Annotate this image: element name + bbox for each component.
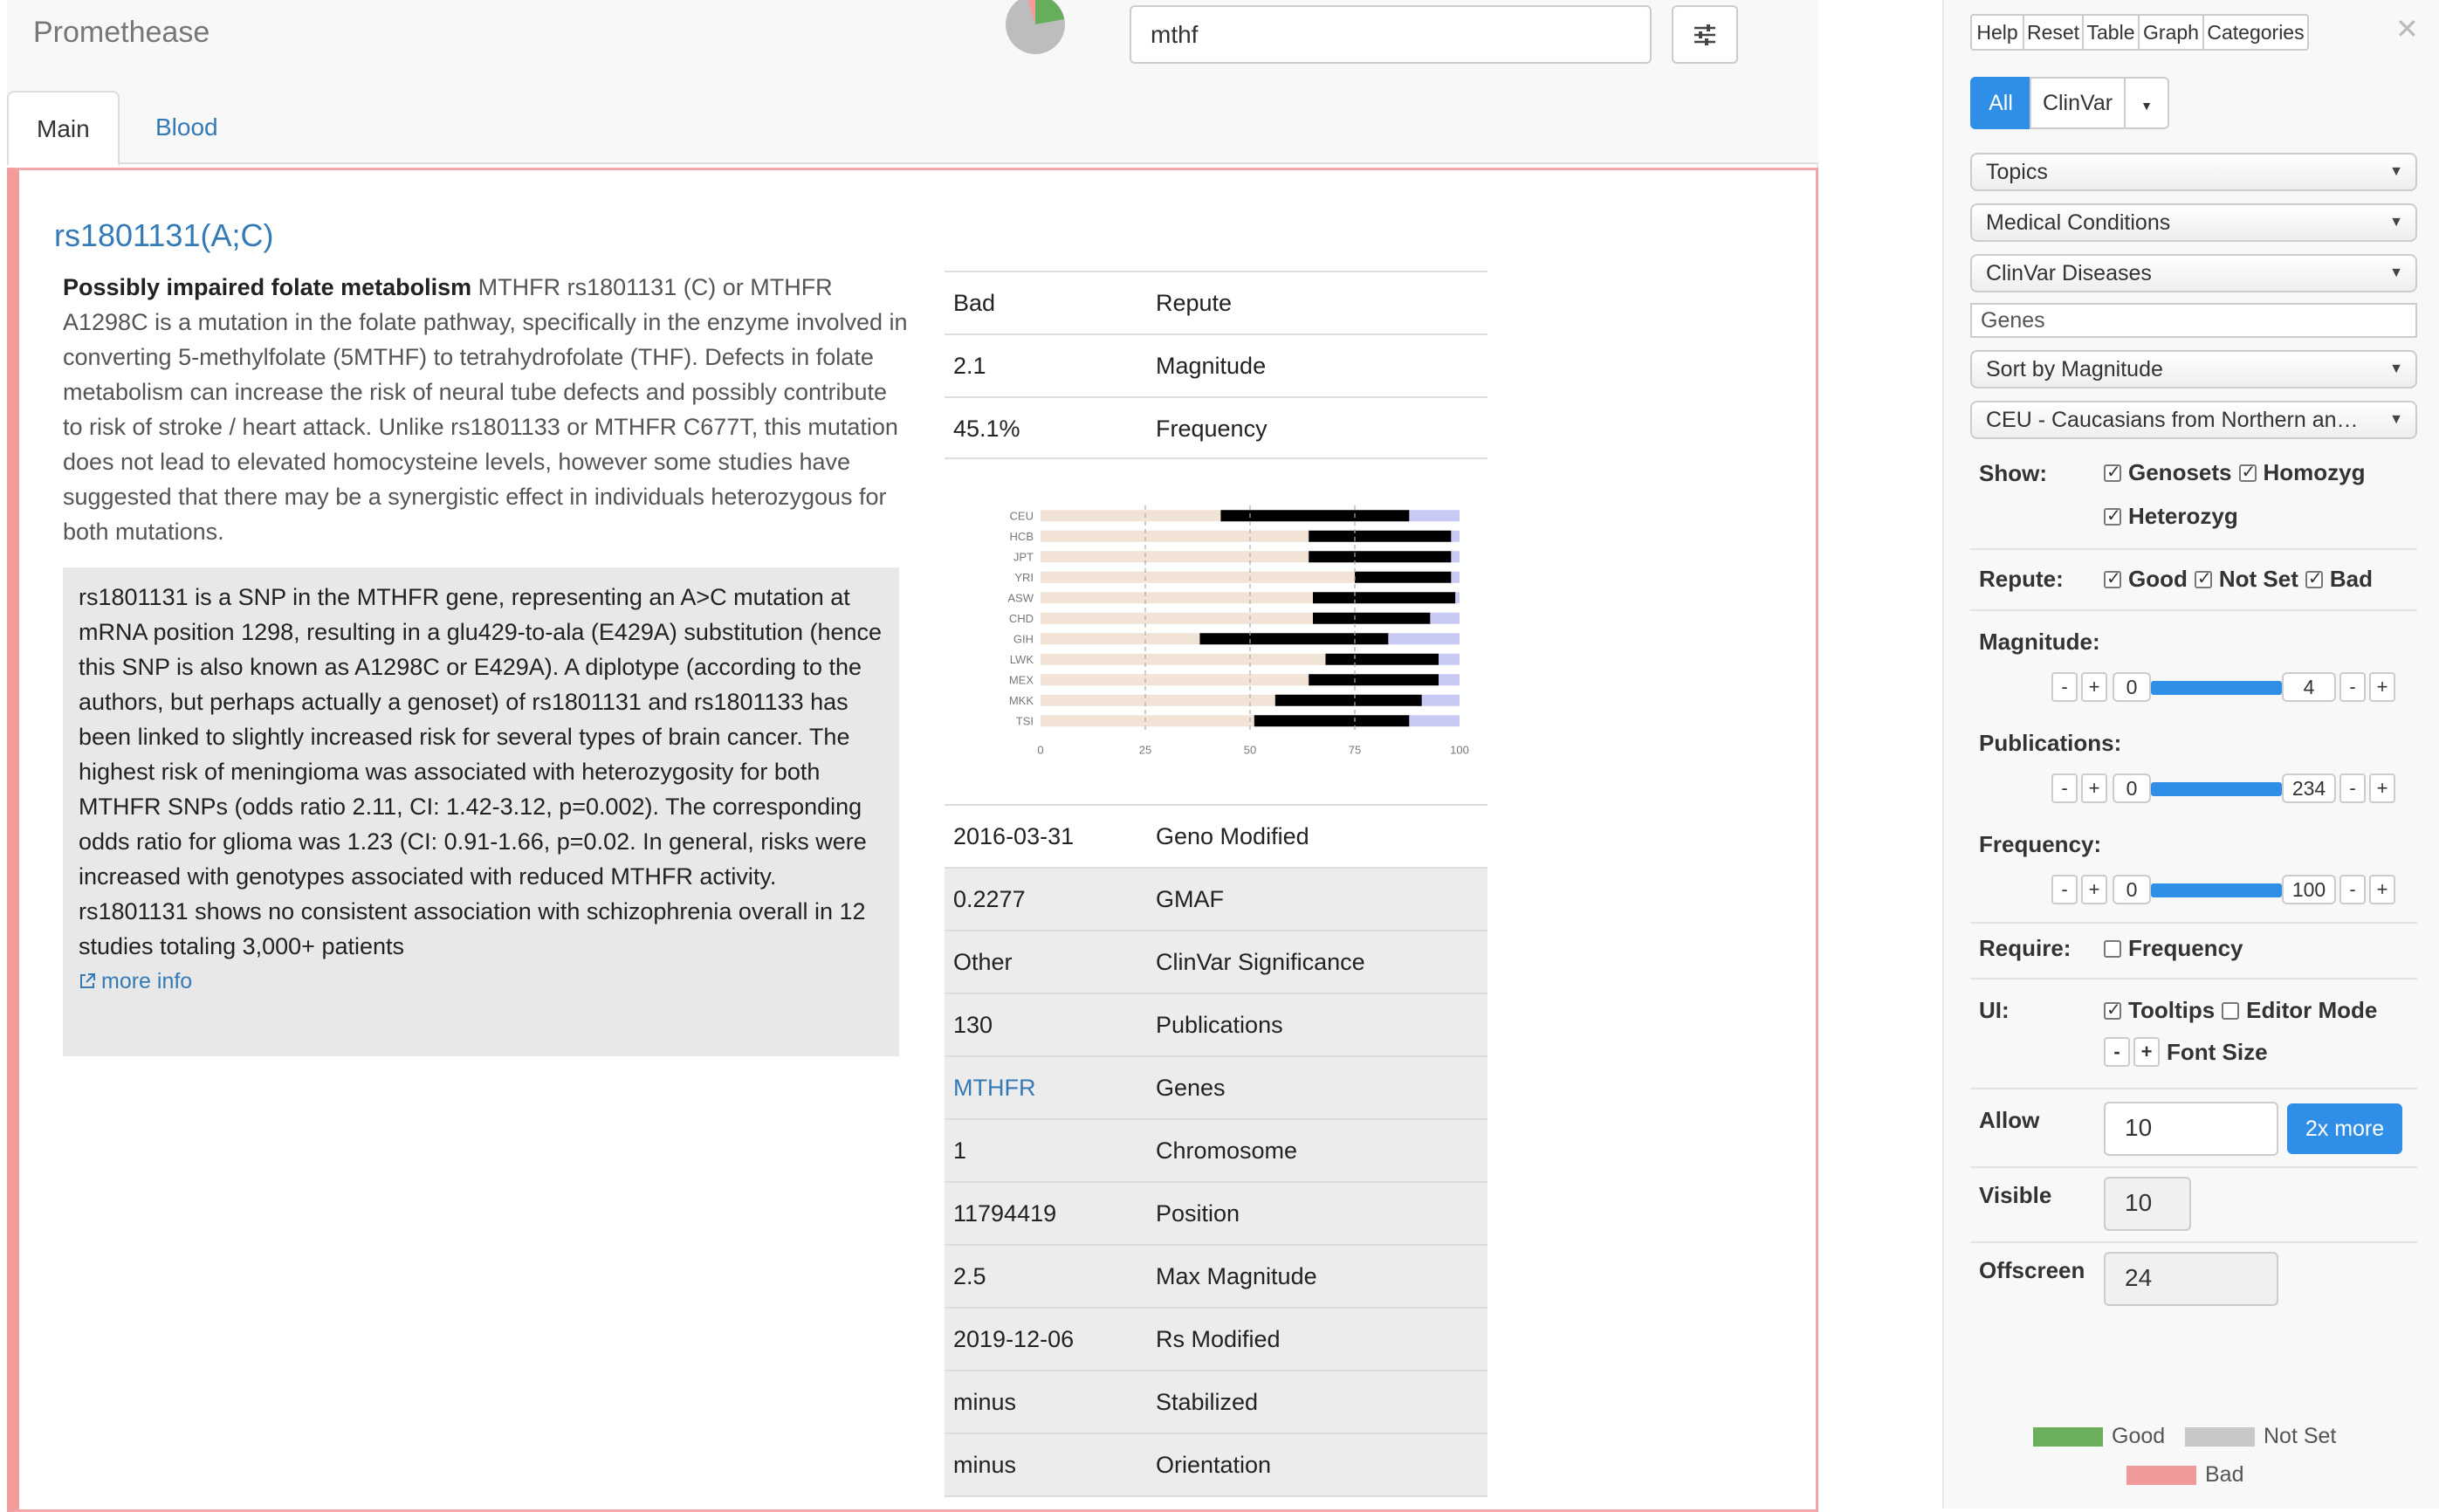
select-label: Medical Conditions <box>1986 210 2171 235</box>
frequency-range <box>2051 871 2418 908</box>
show-options-row1 <box>2104 459 2366 486</box>
property-value: 0.2277 <box>953 886 1026 912</box>
tooltips-checkbox[interactable] <box>2104 1002 2121 1020</box>
repute-bad-checkbox[interactable] <box>2305 571 2323 588</box>
property-key: Frequency <box>1156 416 1268 442</box>
publications-slider[interactable] <box>2151 782 2282 796</box>
allow-input[interactable]: 10 <box>2104 1102 2278 1156</box>
frequency-min-value[interactable]: 0 <box>2113 875 2151 904</box>
magnitude-range <box>2051 669 2418 705</box>
caret-down-icon: ▼ <box>2389 164 2403 179</box>
close-icon[interactable]: ✕ <box>2395 13 2419 45</box>
frequency-max-increment[interactable]: + <box>2369 875 2395 904</box>
chart-bar-segment <box>1422 695 1460 706</box>
repute-label: Repute: <box>1979 566 2064 592</box>
repute-good-label: Good <box>2128 566 2188 592</box>
chart-bar-segment <box>1409 715 1460 726</box>
divider <box>1970 548 2417 550</box>
snp-card <box>7 168 1818 1512</box>
frequency-max-value[interactable]: 100 <box>2282 875 2336 904</box>
topics-select[interactable] <box>1970 153 2417 191</box>
divider <box>1970 1088 2417 1089</box>
chart-category-label: HCB <box>1009 529 1034 543</box>
homozyg-checkbox[interactable] <box>2239 464 2257 482</box>
repute-notset-label: Not Set <box>2218 566 2298 592</box>
select-label: Topics <box>1986 160 2048 184</box>
property-key: Stabilized <box>1156 1389 1259 1415</box>
chart-bar-segment <box>1041 654 1325 665</box>
divider <box>1970 922 2417 924</box>
allow-label: Allow <box>1979 1107 2040 1133</box>
chart-bar-segment <box>1254 715 1410 726</box>
property-value: Bad <box>953 290 996 316</box>
frequency-label: Frequency: <box>1979 831 2102 857</box>
select-label: CEU - Caucasians from Northern an… <box>1986 408 2359 432</box>
property-key: Rs Modified <box>1156 1326 1281 1352</box>
font-size-label: Font Size <box>2167 1038 2268 1065</box>
allow-more-button[interactable]: 2x more <box>2287 1103 2402 1154</box>
chart-bar-segment <box>1041 633 1199 644</box>
chart-bar-segment <box>1041 674 1309 685</box>
ui-label: UI: <box>1979 997 2010 1023</box>
tab-main[interactable]: Main <box>7 91 120 166</box>
chart-bar-segment <box>1041 531 1309 542</box>
chart-tick-label: 75 <box>1348 743 1362 757</box>
chart-tick-label: 0 <box>1037 743 1044 757</box>
ui-options-row2 <box>2104 1037 2268 1067</box>
caret-down-icon: ▼ <box>2389 265 2403 280</box>
editor-mode-label: Editor Mode <box>2246 997 2378 1023</box>
property-row <box>945 867 1487 930</box>
show-options-row2 <box>2104 503 2238 530</box>
chart-bar-segment <box>1041 551 1309 562</box>
property-key: ClinVar Significance <box>1156 949 1365 975</box>
caret-down-icon: ▼ <box>2389 215 2403 230</box>
detail-text: rs1801131 is a SNP in the MTHFR gene, representing an A>C mutation at mRNA position 1298, resulting in a glu429-to-ala (E429A) substitution (hence this SNP is also known as A1298C or E429A). A diplotype (according to the authors, but perhaps actually a genoset) of rs1801131 and rs1801133 has been linked to slightly increased risk for several types of brain cancer. The highest risk of meningioma was associated with heterozygosity for both MTHFR SNPs (odds ratio 2.11, CI: 1.42-3.12, p=0.002). The corresponding odds ratio for glioma was 1.23 (CI: 0.91-1.66, p=0.02. In general, risks were increased with genotypes associated with reduced MTHFR activity. rs1801131 shows no consistent association with schizophrenia overall in 12 studies totaling 3,000+ patients <box>79 584 883 959</box>
tooltips-label: Tooltips <box>2128 997 2216 1023</box>
property-key: Chromosome <box>1156 1137 1298 1164</box>
chart-category-label: MKK <box>1008 693 1034 707</box>
sliders-icon <box>1694 24 1716 45</box>
publications-min-value[interactable]: 0 <box>2113 773 2151 803</box>
property-key: Position <box>1156 1200 1240 1227</box>
frequency-max-decrement[interactable]: - <box>2339 875 2366 904</box>
chart-bar-segment <box>1439 654 1460 665</box>
legend-good-label: Good <box>2112 1424 2166 1448</box>
graph-button[interactable]: Graph <box>2138 14 2204 51</box>
property-key: Orientation <box>1156 1452 1272 1478</box>
chart-category-label: JPT <box>1013 550 1034 564</box>
chart-bar-segment <box>1309 531 1451 542</box>
publications-min-increment[interactable]: + <box>2081 773 2107 803</box>
divider <box>1970 978 2417 979</box>
chart-bar-segment <box>1430 613 1460 624</box>
chart-bar-segment <box>1451 551 1460 562</box>
property-row <box>945 993 1487 1055</box>
chart-bar-segment <box>1275 695 1422 706</box>
chart-bar-segment <box>1439 674 1460 685</box>
property-row <box>945 804 1487 867</box>
publications-range <box>2051 770 2418 807</box>
chart-bar-segment <box>1041 592 1313 603</box>
chart-category-label: GIH <box>1013 632 1034 646</box>
tab-blood[interactable]: Blood <box>155 113 218 141</box>
repute-notset-checkbox[interactable] <box>2195 571 2212 588</box>
magnitude-max-increment[interactable]: + <box>2369 672 2395 702</box>
divider <box>1970 1166 2417 1168</box>
property-value: 2.1 <box>953 353 986 379</box>
more-info-link[interactable] <box>79 964 192 999</box>
categories-button[interactable]: Categories <box>2202 14 2309 51</box>
sort-select[interactable] <box>1970 350 2417 388</box>
select-label: ClinVar Diseases <box>1986 261 2152 285</box>
magnitude-label: Magnitude: <box>1979 629 2100 655</box>
chart-category-label: MEX <box>1008 673 1034 687</box>
population-select[interactable] <box>1970 401 2417 439</box>
property-value: minus <box>953 1389 1017 1415</box>
source-dropdown-button[interactable] <box>2124 77 2169 129</box>
property-row <box>945 1433 1487 1495</box>
frequency-min-increment[interactable]: + <box>2081 875 2107 904</box>
property-row <box>945 1244 1487 1307</box>
property-row <box>945 1181 1487 1244</box>
chart-bar-segment <box>1041 715 1254 726</box>
heterozyg-checkbox[interactable] <box>2104 508 2121 526</box>
magnitude-max-value[interactable]: 4 <box>2282 672 2336 702</box>
chart-tick-label: 25 <box>1138 743 1152 757</box>
property-row <box>945 1370 1487 1433</box>
source-clinvar-button[interactable]: ClinVar <box>2030 77 2126 129</box>
table-button[interactable]: Table <box>2082 14 2140 51</box>
property-value: 45.1% <box>953 416 1020 442</box>
property-row <box>945 271 1487 333</box>
chart-bar-segment <box>1451 572 1460 583</box>
caret-down-icon: ▼ <box>2389 412 2403 427</box>
caret-down-icon: ▼ <box>2389 361 2403 376</box>
font-size-decrement[interactable]: - <box>2104 1037 2130 1067</box>
genes-input[interactable]: Genes <box>1970 303 2417 338</box>
brand-title[interactable]: Promethease <box>33 16 210 49</box>
property-value: 2016-03-31 <box>953 823 1075 849</box>
divider <box>1970 1241 2417 1243</box>
genosets-label: Genosets <box>2128 459 2232 485</box>
magnitude-slider[interactable] <box>2151 681 2282 695</box>
chart-category-label: CEU <box>1009 509 1034 523</box>
require-options <box>2104 935 2243 962</box>
publications-label: Publications: <box>1979 730 2122 756</box>
property-key: GMAF <box>1156 886 1224 912</box>
legend-notset <box>2185 1424 2336 1449</box>
chart-tick-label: 100 <box>1450 743 1469 757</box>
chart-bar-segment <box>1325 654 1439 665</box>
property-value: 2019-12-06 <box>953 1326 1075 1352</box>
chart-bar-segment <box>1041 572 1355 583</box>
visible-label: Visible <box>1979 1182 2052 1208</box>
chart-bar-segment <box>1313 592 1455 603</box>
property-key: Max Magnitude <box>1156 1263 1317 1289</box>
property-key: Genes <box>1156 1075 1226 1101</box>
legend-bad-label: Bad <box>2205 1462 2244 1487</box>
repute-bad-label: Bad <box>2329 566 2373 592</box>
clinvar-diseases-select[interactable] <box>1970 254 2417 292</box>
offscreen-label: Offscreen <box>1979 1257 2085 1283</box>
chart-bar-segment <box>1455 592 1460 603</box>
pie-chart-icon[interactable] <box>1004 0 1067 56</box>
frequency-chart-svg <box>945 488 1487 794</box>
chart-bar-segment <box>1041 695 1275 706</box>
chart-category-label: YRI <box>1014 570 1034 584</box>
property-key: Geno Modified <box>1156 823 1309 849</box>
chart-category-label: CHD <box>1008 611 1034 625</box>
property-row <box>945 1055 1487 1118</box>
properties-top <box>945 271 1487 459</box>
property-value: 2.5 <box>953 1263 986 1289</box>
chart-category-label: ASW <box>1007 591 1034 605</box>
source-all-button[interactable]: All <box>1970 77 2031 129</box>
chart-bar-segment <box>1220 510 1409 521</box>
require-frequency-label: Frequency <box>2128 935 2243 961</box>
require-frequency-checkbox[interactable] <box>2104 940 2121 958</box>
property-row <box>945 930 1487 993</box>
tab-bar <box>7 91 1818 164</box>
genosets-checkbox[interactable] <box>2104 464 2121 482</box>
reset-button[interactable]: Reset <box>2023 14 2084 51</box>
chart-tick-label: 50 <box>1243 743 1257 757</box>
property-value: 130 <box>953 1012 993 1038</box>
chart-bar-segment <box>1313 613 1430 624</box>
magnitude-min-decrement[interactable]: - <box>2051 672 2078 702</box>
magnitude-min-increment[interactable]: + <box>2081 672 2107 702</box>
chart-bar-segment <box>1041 510 1220 521</box>
property-row <box>945 333 1487 396</box>
population-frequency-chart <box>945 488 1487 794</box>
more-info-label: more info <box>101 969 193 993</box>
help-button[interactable]: Help <box>1970 14 2024 51</box>
top-bar <box>7 0 1818 164</box>
bad-swatch <box>2126 1466 2196 1485</box>
filter-settings-button[interactable] <box>1672 5 1738 64</box>
legend-good <box>2033 1424 2165 1449</box>
legend-notset-label: Not Set <box>2264 1424 2337 1448</box>
caret-down-icon: ▼ <box>2140 99 2153 113</box>
publications-max-value[interactable]: 234 <box>2282 773 2336 803</box>
chart-bar-segment <box>1409 510 1460 521</box>
magnitude-min-value[interactable]: 0 <box>2113 672 2151 702</box>
show-label: Show: <box>1979 460 2047 486</box>
chart-bar-segment <box>1388 633 1460 644</box>
property-key: Repute <box>1156 290 1233 316</box>
select-label: Sort by Magnitude <box>1986 357 2163 381</box>
offscreen-value: 24 <box>2104 1252 2278 1306</box>
frequency-slider[interactable] <box>2151 883 2282 897</box>
repute-options <box>2104 566 2373 593</box>
magnitude-max-decrement[interactable]: - <box>2339 672 2366 702</box>
legend-bad <box>2126 1462 2243 1488</box>
chart-category-label: TSI <box>1015 714 1034 728</box>
property-key: Publications <box>1156 1012 1283 1038</box>
filter-panel <box>1942 0 2439 1509</box>
medical-conditions-select[interactable] <box>1970 203 2417 242</box>
property-value: 11794419 <box>953 1200 1057 1227</box>
property-row <box>945 1118 1487 1181</box>
chart-bar-segment <box>1309 674 1439 685</box>
snp-detail <box>63 567 899 1056</box>
repute-good-checkbox[interactable] <box>2104 571 2121 588</box>
publications-min-decrement[interactable]: - <box>2051 773 2078 803</box>
homozyg-label: Homozyg <box>2263 459 2366 485</box>
chart-bar-segment <box>1199 633 1388 644</box>
chart-bar-segment <box>1041 613 1313 624</box>
snp-title[interactable]: rs1801131(A;C) <box>54 217 274 253</box>
chart-bar-segment <box>1309 551 1451 562</box>
good-swatch <box>2033 1427 2103 1447</box>
frequency-min-decrement[interactable]: - <box>2051 875 2078 904</box>
divider <box>1970 609 2417 611</box>
ui-options-row1 <box>2104 997 2377 1024</box>
publications-max-increment[interactable]: + <box>2369 773 2395 803</box>
property-row <box>945 1307 1487 1370</box>
property-key: Magnitude <box>1156 353 1267 379</box>
summary-text: MTHFR rs1801131 (C) or MTHFR A1298C is a mutation in the folate pathway, specifically in the enzyme involved in converting 5-methylfolate (5MTHF) to tetrahydrofolate (THF). Defects in folate metabolism can increase the risk of neural tube defects and possibly contribute to risk of stroke / heart attack. Unlike rs1801133 or MTHFR C677T, this mutation does not lead to elevated homocysteine levels, however some studies have suggested that there may be a synergistic effect in individuals heterozygous for both mutations. <box>63 274 908 545</box>
external-link-icon <box>79 972 96 990</box>
search-input[interactable] <box>1130 5 1652 64</box>
chart-bar-segment <box>1355 572 1451 583</box>
gene-link[interactable]: MTHFR <box>953 1075 1036 1101</box>
notset-swatch <box>2185 1427 2255 1447</box>
summary-headline: Possibly impaired folate metabolism <box>63 274 472 300</box>
require-label: Require: <box>1979 935 2071 961</box>
editor-mode-checkbox[interactable] <box>2222 1002 2239 1020</box>
properties-bottom <box>945 804 1487 1497</box>
publications-max-decrement[interactable]: - <box>2339 773 2366 803</box>
snp-summary <box>63 270 910 549</box>
chart-category-label: LWK <box>1009 652 1034 666</box>
visible-value: 10 <box>2104 1177 2191 1231</box>
chart-bar-segment <box>1451 531 1460 542</box>
heterozyg-label: Heterozyg <box>2128 503 2238 529</box>
font-size-increment[interactable]: + <box>2133 1037 2160 1067</box>
property-row <box>945 396 1487 459</box>
property-value: 1 <box>953 1137 967 1164</box>
property-value: Other <box>953 949 1013 975</box>
main-column <box>7 0 1818 1509</box>
property-value: minus <box>953 1452 1017 1478</box>
